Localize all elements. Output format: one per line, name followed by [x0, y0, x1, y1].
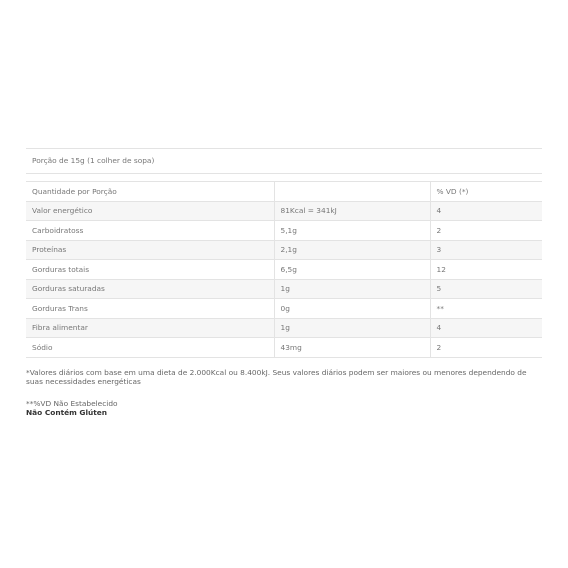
nutrient-quantity: 2,1g [274, 240, 430, 260]
table-row [26, 201, 542, 221]
nutrient-quantity: 0g [274, 299, 430, 319]
table-row [26, 318, 542, 338]
nutrient-name: Carboidratoss [26, 221, 274, 241]
nutrient-name: Fibra alimentar [26, 318, 274, 338]
table-row [26, 338, 542, 358]
nutrient-name: Gorduras saturadas [26, 279, 274, 299]
table-row [26, 260, 542, 280]
nutrient-name: Proteínas [26, 240, 274, 260]
nutrient-quantity: 43mg [274, 338, 430, 358]
nutrient-name: Valor energético [26, 201, 274, 221]
nutrient-quantity: 1g [274, 279, 430, 299]
nutrition-table [26, 181, 542, 358]
header-quantity-per-portion: Quantidade por Porção [26, 182, 274, 202]
nutrient-quantity: 6,5g [274, 260, 430, 280]
nutrient-daily-value: 3 [430, 240, 542, 260]
nutrient-name: Gorduras Trans [26, 299, 274, 319]
nutrient-daily-value: 5 [430, 279, 542, 299]
daily-values-note: *Valores diários com base em uma dieta de 2.000Kcal ou 8.400kJ. Seus valores diários podem ser maiores ou menores dependendo de suas necessidades energéticas [26, 368, 527, 386]
nutrient-daily-value: 2 [430, 338, 542, 358]
vd-not-established-note: **%VD Não Estabelecido [26, 399, 118, 409]
nutrition-table-body [26, 182, 542, 358]
nutrient-quantity: 5,1g [274, 221, 430, 241]
nutrient-daily-value: ** [430, 299, 542, 319]
nutrient-quantity: 81Kcal = 341kJ [274, 201, 430, 221]
nutrient-quantity: 1g [274, 318, 430, 338]
nutrient-name: Sódio [26, 338, 274, 358]
header-empty [274, 182, 430, 202]
gluten-free-note: Não Contém Glúten [26, 407, 108, 417]
nutrient-name: Gorduras totais [26, 260, 274, 280]
portion-size: Porção de 15g (1 colher de sopa) [26, 148, 542, 174]
table-row [26, 221, 542, 241]
nutrient-daily-value: 4 [430, 318, 542, 338]
nutrient-daily-value: 2 [430, 221, 542, 241]
table-row [26, 279, 542, 299]
table-row [26, 240, 542, 260]
footnotes [26, 369, 542, 417]
nutrient-daily-value: 4 [430, 201, 542, 221]
nutrition-facts-panel [26, 148, 542, 358]
nutrient-daily-value: 12 [430, 260, 542, 280]
table-row [26, 299, 542, 319]
table-header-row [26, 182, 542, 202]
header-daily-value: % VD (*) [430, 182, 542, 202]
